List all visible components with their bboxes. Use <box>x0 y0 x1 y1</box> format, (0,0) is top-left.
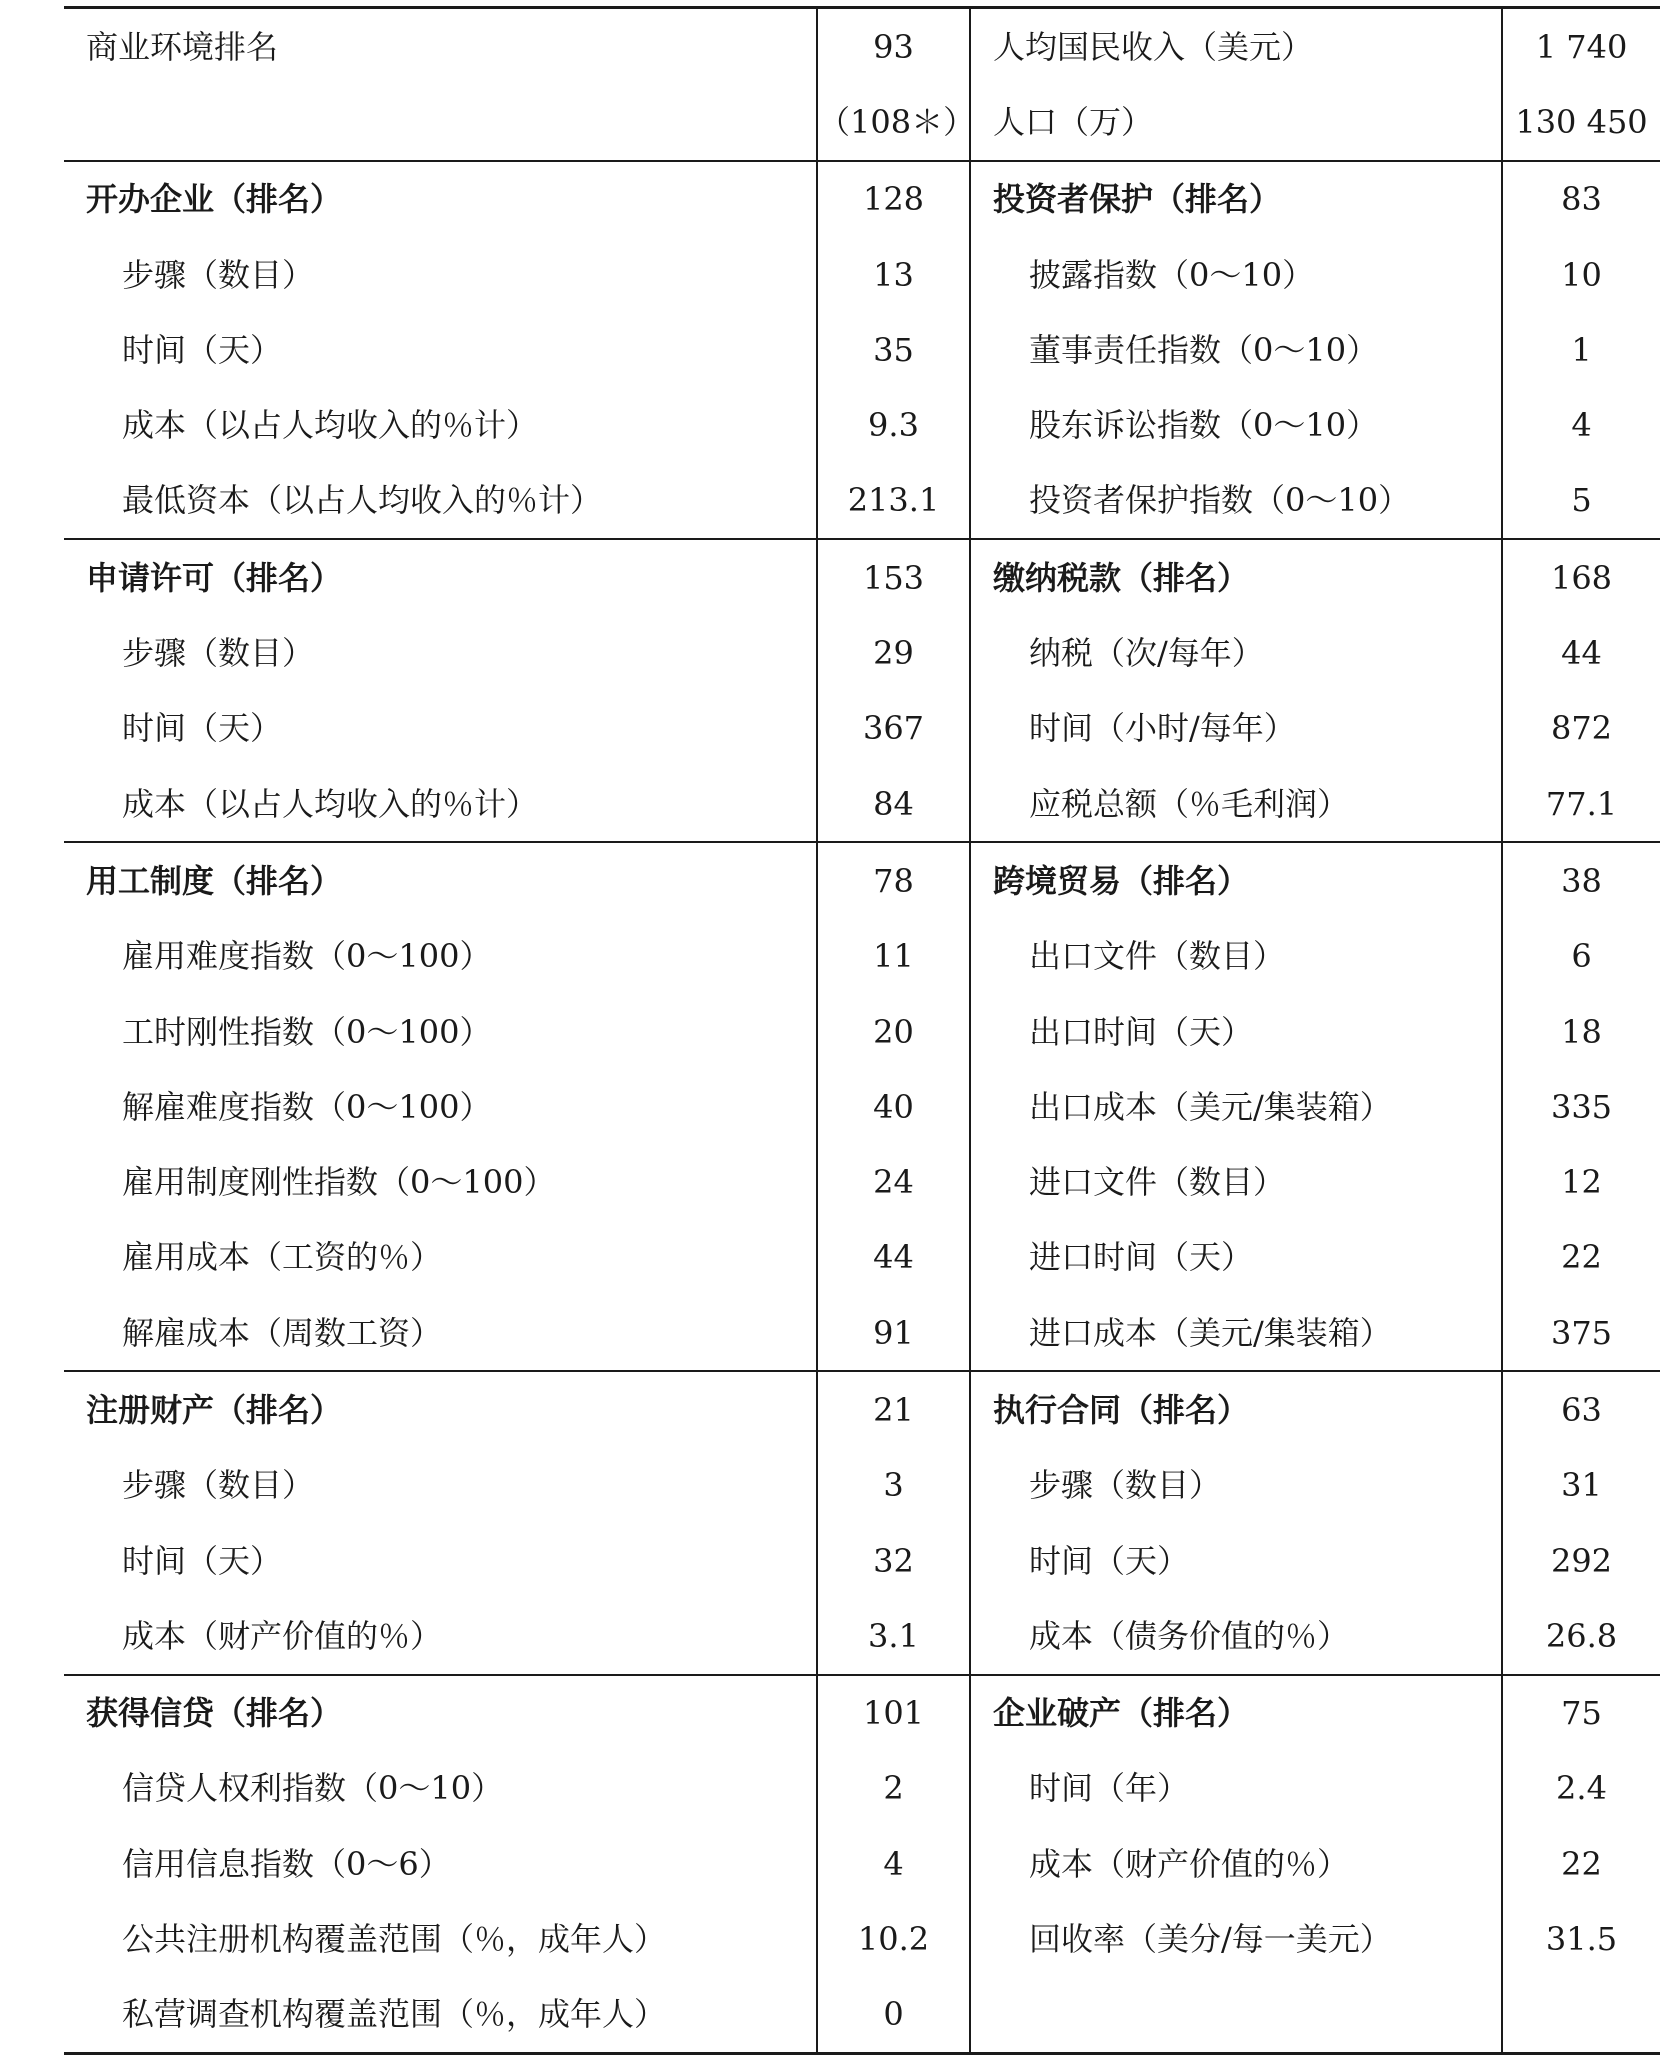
table-row <box>64 1448 1660 1523</box>
right-value: 63 <box>1502 1371 1660 1447</box>
right-label: 进口成本（美元/集装箱） <box>970 1295 1502 1371</box>
right-value: 22 <box>1502 1826 1660 1901</box>
right-label: 企业破产（排名） <box>970 1675 1502 1751</box>
table-row <box>64 84 1660 160</box>
table-row <box>64 919 1660 994</box>
table-row <box>64 1826 1660 1901</box>
table-row <box>64 1069 1660 1144</box>
right-label <box>970 1977 1502 2054</box>
table-body <box>64 8 1660 2054</box>
right-label: 成本（债务价值的％） <box>970 1598 1502 1674</box>
table-row <box>64 1751 1660 1826</box>
right-label: 执行合同（排名） <box>970 1371 1502 1447</box>
left-label: 成本（以占人均收入的％计） <box>122 784 539 823</box>
left-label: 成本（财产价值的％） <box>122 1616 443 1655</box>
left-value: 44 <box>817 1220 970 1295</box>
left-value: 2 <box>817 1751 970 1826</box>
left-value: 78 <box>817 842 970 918</box>
right-value: 130 450 <box>1502 84 1660 160</box>
left-value: 20 <box>817 994 970 1069</box>
table-row <box>64 1523 1660 1598</box>
right-label: 董事责任指数（0～10） <box>970 312 1502 387</box>
left-value: （108＊） <box>817 84 970 160</box>
right-label: 出口时间（天） <box>970 994 1502 1069</box>
right-value: 1 <box>1502 312 1660 387</box>
table-row <box>64 387 1660 462</box>
left-label: 雇用难度指数（0～100） <box>122 937 492 976</box>
right-value: 83 <box>1502 161 1660 237</box>
left-value: 84 <box>817 766 970 842</box>
left-label: 最低资本（以占人均收入的％计） <box>122 481 603 520</box>
table-row <box>64 1675 1660 1751</box>
right-label: 人均国民收入（美元） <box>970 8 1502 85</box>
left-value: 24 <box>817 1144 970 1219</box>
left-value: 0 <box>817 1977 970 2054</box>
left-value: 9.3 <box>817 387 970 462</box>
right-label: 时间（年） <box>970 1751 1502 1826</box>
table-row <box>64 463 1660 539</box>
right-label: 投资者保护指数（0～10） <box>970 463 1502 539</box>
right-value: 44 <box>1502 615 1660 690</box>
left-label: 步骤（数目） <box>122 634 315 673</box>
right-value: 18 <box>1502 994 1660 1069</box>
left-label: 工时刚性指数（0～100） <box>122 1012 492 1051</box>
right-value: 75 <box>1502 1675 1660 1751</box>
table-row <box>64 1144 1660 1219</box>
right-label: 时间（小时/每年） <box>970 691 1502 766</box>
right-label: 人口（万） <box>970 84 1502 160</box>
table-row <box>64 1295 1660 1371</box>
left-label: 开办企业（排名） <box>64 161 817 237</box>
left-value: 13 <box>817 237 970 312</box>
left-value: 3 <box>817 1448 970 1523</box>
right-value <box>1502 1977 1660 2054</box>
left-value: 3.1 <box>817 1598 970 1674</box>
table-row <box>64 312 1660 387</box>
right-label: 成本（财产价值的％） <box>970 1826 1502 1901</box>
left-label: 解雇成本（周数工资） <box>122 1313 443 1352</box>
table-row <box>64 842 1660 918</box>
right-value: 22 <box>1502 1220 1660 1295</box>
right-label: 股东诉讼指数（0～10） <box>970 387 1502 462</box>
left-value: 101 <box>817 1675 970 1751</box>
left-value: 91 <box>817 1295 970 1371</box>
table-row <box>64 1901 1660 1976</box>
left-value: 11 <box>817 919 970 994</box>
right-value: 12 <box>1502 1144 1660 1219</box>
right-value: 5 <box>1502 463 1660 539</box>
right-value: 10 <box>1502 237 1660 312</box>
table-row <box>64 994 1660 1069</box>
table-row <box>64 1371 1660 1447</box>
right-label: 投资者保护（排名） <box>970 161 1502 237</box>
left-value: 367 <box>817 691 970 766</box>
table-row <box>64 161 1660 237</box>
left-label: 信贷人权利指数（0～10） <box>122 1769 504 1808</box>
right-label: 纳税（次/每年） <box>970 615 1502 690</box>
doing-business-table <box>64 6 1660 2055</box>
right-value: 26.8 <box>1502 1598 1660 1674</box>
left-label: 信用信息指数（0～6） <box>122 1844 451 1883</box>
right-label: 进口时间（天） <box>970 1220 1502 1295</box>
right-value: 4 <box>1502 387 1660 462</box>
table-row <box>64 766 1660 842</box>
left-label: 雇用制度刚性指数（0～100） <box>122 1163 556 1202</box>
right-value: 1 740 <box>1502 8 1660 85</box>
left-label: 私营调查机构覆盖范围（％，成年人） <box>64 1977 817 2054</box>
right-value: 6 <box>1502 919 1660 994</box>
table-row <box>64 237 1660 312</box>
right-value: 31.5 <box>1502 1901 1660 1976</box>
left-value: 29 <box>817 615 970 690</box>
left-label: 申请许可（排名） <box>64 539 817 615</box>
left-label: 商业环境排名 <box>64 8 817 85</box>
left-value: 128 <box>817 161 970 237</box>
left-label: 时间（天） <box>122 330 283 369</box>
right-label: 出口成本（美元/集装箱） <box>970 1069 1502 1144</box>
right-label: 缴纳税款（排名） <box>970 539 1502 615</box>
left-value: 213.1 <box>817 463 970 539</box>
right-value: 168 <box>1502 539 1660 615</box>
table-row <box>64 8 1660 85</box>
left-label: 成本（以占人均收入的％计） <box>122 406 539 445</box>
left-label: 时间（天） <box>122 1541 283 1580</box>
right-label: 出口文件（数目） <box>970 919 1502 994</box>
right-value: 77.1 <box>1502 766 1660 842</box>
table-row <box>64 1220 1660 1295</box>
left-label: 用工制度（排名） <box>64 842 817 918</box>
right-value: 335 <box>1502 1069 1660 1144</box>
left-value: 153 <box>817 539 970 615</box>
left-label: 解雇难度指数（0～100） <box>122 1087 492 1126</box>
right-label: 进口文件（数目） <box>970 1144 1502 1219</box>
left-value: 40 <box>817 1069 970 1144</box>
table-row <box>64 539 1660 615</box>
left-label: 时间（天） <box>122 709 283 748</box>
left-label: 雇用成本（工资的％） <box>122 1238 443 1277</box>
right-label: 时间（天） <box>970 1523 1502 1598</box>
right-value: 292 <box>1502 1523 1660 1598</box>
right-label: 回收率（美分/每一美元） <box>970 1901 1502 1976</box>
left-label: 获得信贷（排名） <box>64 1675 817 1751</box>
left-value: 10.2 <box>817 1901 970 1976</box>
left-value: 21 <box>817 1371 970 1447</box>
table-row <box>64 1598 1660 1674</box>
left-label: 注册财产（排名） <box>64 1371 817 1447</box>
table-row <box>64 1977 1660 2054</box>
right-label: 披露指数（0～10） <box>970 237 1502 312</box>
table-row <box>64 615 1660 690</box>
left-value: 35 <box>817 312 970 387</box>
left-label: 公共注册机构覆盖范围（％，成年人） <box>122 1920 667 1959</box>
right-value: 38 <box>1502 842 1660 918</box>
left-value: 93 <box>817 8 970 85</box>
right-value: 872 <box>1502 691 1660 766</box>
left-label: 步骤（数目） <box>122 1466 315 1505</box>
left-label <box>64 84 817 160</box>
right-value: 375 <box>1502 1295 1660 1371</box>
table-row <box>64 691 1660 766</box>
right-label: 步骤（数目） <box>970 1448 1502 1523</box>
left-value: 32 <box>817 1523 970 1598</box>
left-value: 4 <box>817 1826 970 1901</box>
right-value: 2.4 <box>1502 1751 1660 1826</box>
right-label: 应税总额（％毛利润） <box>970 766 1502 842</box>
right-value: 31 <box>1502 1448 1660 1523</box>
left-label: 步骤（数目） <box>122 255 315 294</box>
right-label: 跨境贸易（排名） <box>970 842 1502 918</box>
